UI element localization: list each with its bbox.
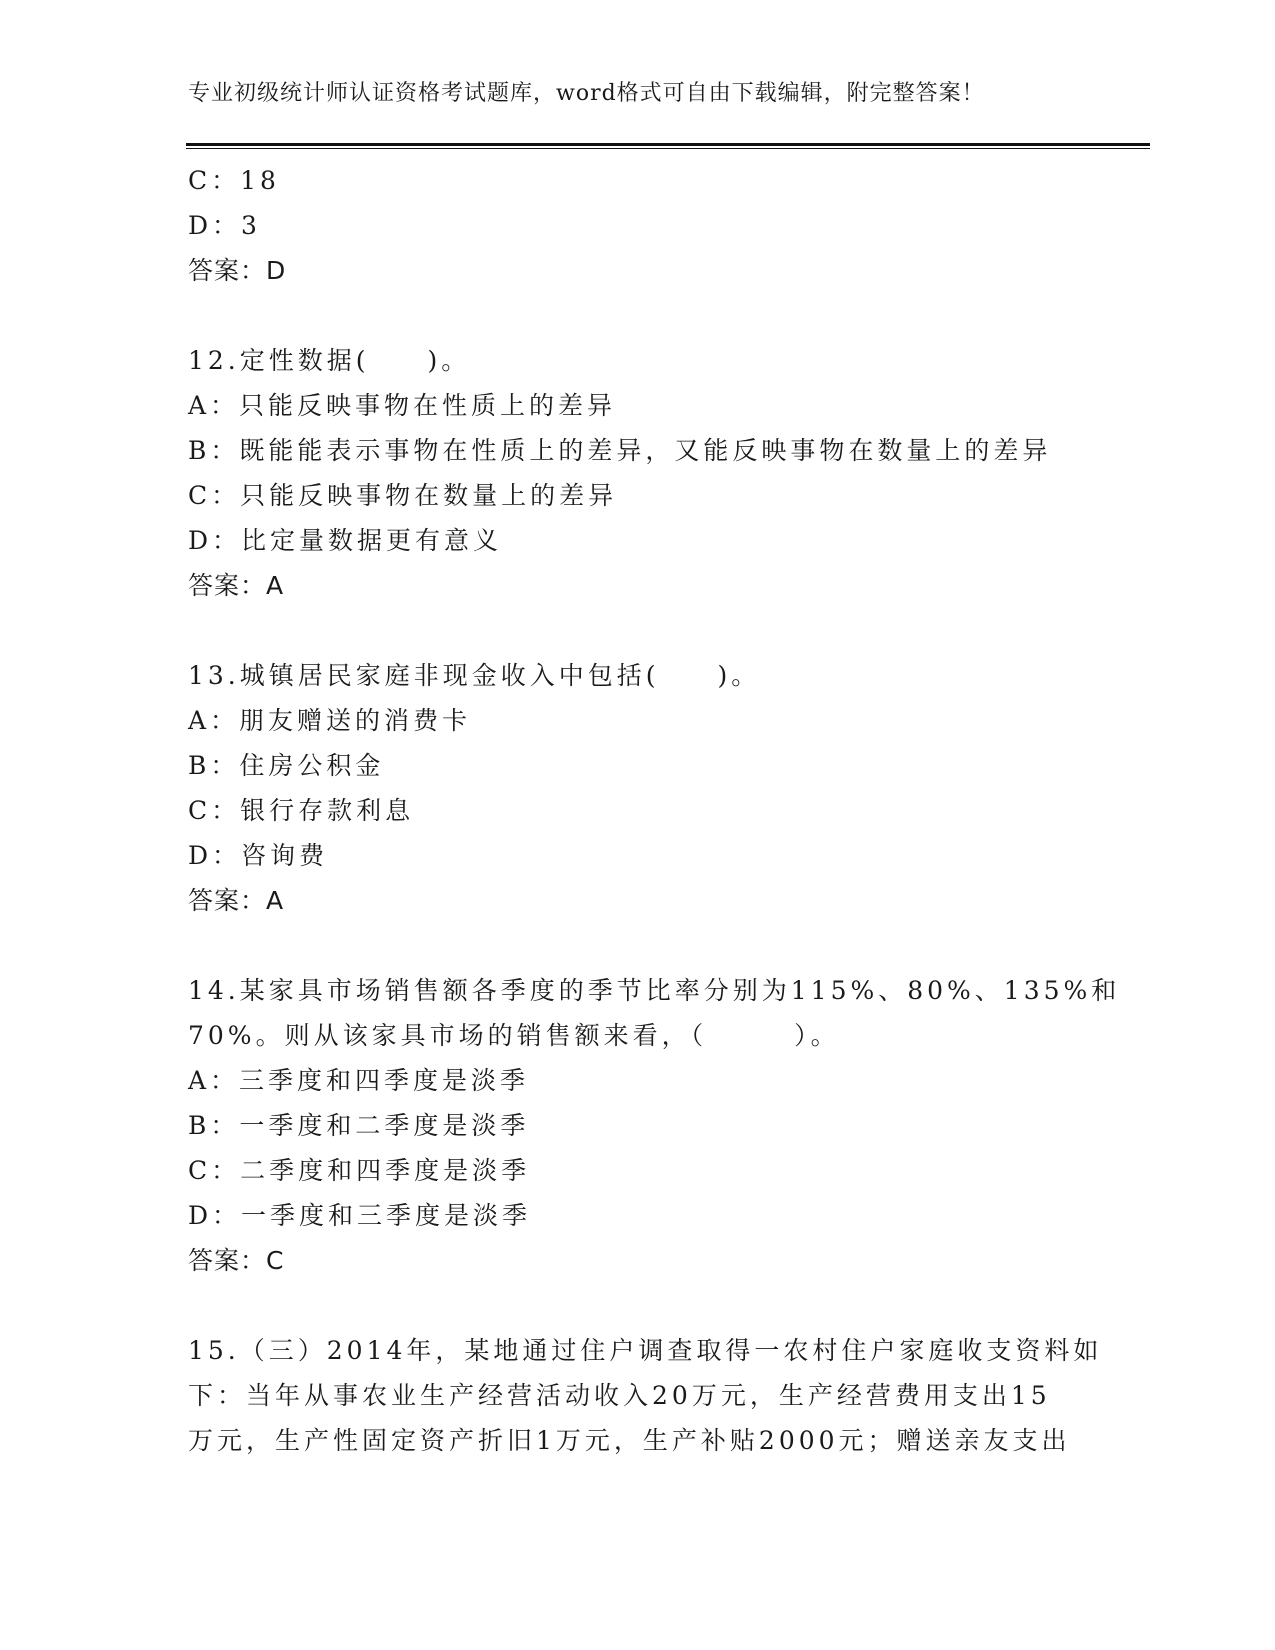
question-stem: 15.（三）2014年，某地通过住户调查取得一农村住户家庭收支资料如 — [188, 1336, 1103, 1365]
spacer — [188, 923, 1088, 968]
answer-line: 答案：D — [188, 256, 287, 285]
option-a: A：只能反映事物在性质上的差异 — [188, 391, 617, 420]
spacer — [188, 293, 1088, 338]
question-content — [188, 158, 1121, 1463]
answer-line: 答案：A — [188, 886, 285, 915]
option-d: D：咨询费 — [188, 841, 329, 870]
option-a: A：三季度和四季度是淡季 — [188, 1066, 530, 1095]
option-c: C：银行存款利息 — [188, 796, 415, 825]
option-b: B：住房公积金 — [188, 751, 385, 780]
header-rule-thin — [186, 148, 1150, 149]
page-header: 专业初级统计师认证资格考试题库，word格式可自由下载编辑，附完整答案！ — [188, 81, 985, 106]
question-stem: 12.定性数据( )。 — [188, 346, 471, 375]
question-stem: 14.某家具市场销售额各季度的季节比率分别为115%、80%、135%和 — [188, 976, 1121, 1005]
option-c: C：只能反映事物在数量上的差异 — [188, 481, 618, 510]
question-stem-continued: 万元，生产性固定资产折旧1万元，生产补贴2000元；赠送亲友支出 — [188, 1426, 1071, 1455]
option-b: B：一季度和二季度是淡季 — [188, 1111, 530, 1140]
spacer — [188, 1283, 1088, 1328]
option-b: B：既能能表示事物在性质上的差异，又能反映事物在数量上的差异 — [188, 436, 1052, 465]
answer-line: 答案：C — [188, 1246, 285, 1275]
answer-line: 答案：A — [188, 571, 285, 600]
option-d: D：比定量数据更有意义 — [188, 526, 503, 555]
option-d: D：一季度和三季度是淡季 — [188, 1201, 532, 1230]
question-stem-continued: 下：当年从事农业生产经营活动收入20万元，生产经营费用支出15 — [188, 1381, 1051, 1410]
option-c: C：二季度和四季度是淡季 — [188, 1156, 531, 1185]
option-a: A：朋友赠送的消费卡 — [188, 706, 472, 735]
option-d: D：3 — [188, 211, 261, 240]
option-c: C：18 — [188, 166, 280, 195]
spacer — [188, 608, 1088, 653]
question-stem: 13.城镇居民家庭非现金收入中包括( )。 — [188, 661, 761, 690]
question-stem-continued: 70%。则从该家具市场的销售额来看，（ ）。 — [188, 1021, 840, 1050]
header-rule-thick — [186, 143, 1150, 146]
